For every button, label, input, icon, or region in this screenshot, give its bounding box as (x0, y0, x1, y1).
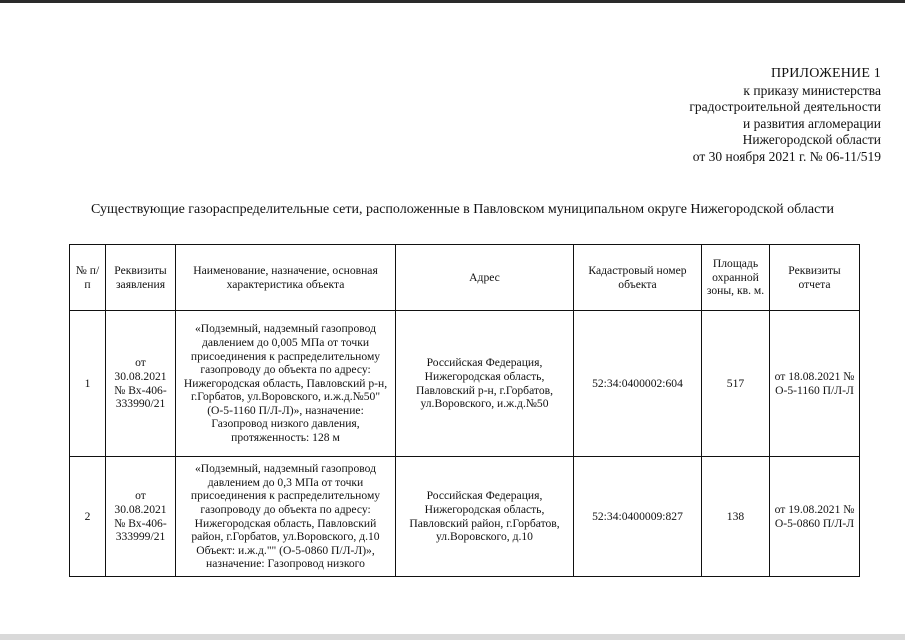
appendix-line: и развития агломерации (742, 115, 881, 131)
header-address: Адрес (396, 245, 574, 311)
cell-cadastral: 52:34:0400009:827 (574, 457, 702, 577)
cell-area: 138 (702, 457, 770, 577)
cell-application: от 30.08.2021 № Вх-406-333990/21 (106, 311, 176, 457)
header-cadastral: Кадастровый номер объекта (574, 245, 702, 311)
appendix-header (689, 66, 881, 166)
table-header-row (70, 245, 860, 311)
cell-number: 2 (70, 457, 106, 577)
table-row (70, 457, 860, 577)
appendix-title: ПРИЛОЖЕНИЕ 1 (770, 66, 881, 81)
table-row (70, 311, 860, 457)
appendix-line: к приказу министерства (743, 82, 881, 98)
top-scan-edge (0, 0, 905, 3)
cell-application: от 30.08.2021 № Вх-406-333999/21 (106, 457, 176, 577)
header-area: Площадь охранной зоны, кв. м. (702, 245, 770, 311)
header-report: Реквизиты отчета (770, 245, 860, 311)
cell-area: 517 (702, 311, 770, 457)
cell-description: «Подземный, надземный газопровод давлением до 0,005 МПа от точки присоединения к распределительному газопроводу до объекта по адресу: Нижегородская область, Павловский р-н, г.Горбатов, ул.Воровского, и.ж.д.№50" (О-5-1160 П/Л-Л)», назначение: Газопровод низкого давления, протяженность: 128 м (176, 311, 396, 457)
cell-report: от 19.08.2021 № О-5-0860 П/Л-Л (770, 457, 860, 577)
gas-network-table (69, 244, 860, 577)
cell-address: Российская Федерация, Нижегородская область, Павловский р-н, г.Горбатов, ул.Воровского, и.ж.д.№50 (396, 311, 574, 457)
appendix-line: Нижегородской области (742, 132, 881, 148)
header-number: № п/п (70, 245, 106, 311)
cell-address: Российская Федерация, Нижегородская область, Павловский район, г.Горбатов, ул.Воровского, д.10 (396, 457, 574, 577)
cell-description (176, 457, 396, 577)
cell-report: от 18.08.2021 № О-5-1160 П/Л-Л (770, 311, 860, 457)
header-description: Наименование, назначение, основная характеристика объекта (176, 245, 396, 311)
cell-number: 1 (70, 311, 106, 457)
appendix-order-date: от 30 ноября 2021 г. № 06-11/519 (692, 148, 881, 164)
appendix-line: градостроительной деятельности (689, 99, 881, 115)
document-title: Существующие газораспределительные сети, расположенные в Павловском муниципальном округе Нижегородской области (91, 202, 834, 217)
bottom-scan-edge (0, 634, 905, 640)
cell-cadastral: 52:34:0400002:604 (574, 311, 702, 457)
cell-description-text: «Подземный, надземный газопровод давлением до 0,3 МПа от точки присоединения к распределительному газопроводу до объекта по адресу: Нижегородская область, Павловский район, г.Горбатов, ул.Воровского, д.10 Объект: и.ж.д."" (О-5-0860 П/Л-Л)», назначение: Газопровод низкого (190, 462, 381, 571)
header-application: Реквизиты заявления (106, 245, 176, 311)
